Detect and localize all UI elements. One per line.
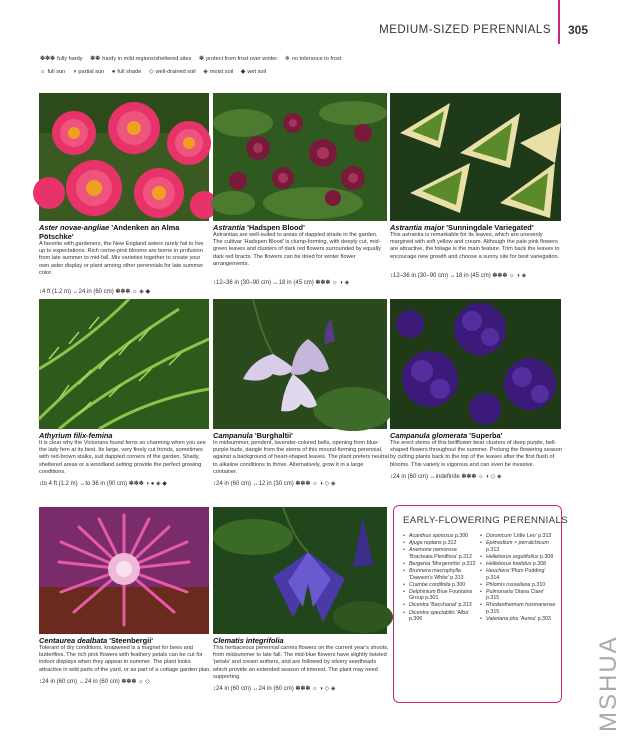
fully-hardy-icon: ✽✽✽ [40, 56, 56, 62]
photo-astrantia-variegated [390, 93, 561, 221]
full-shade-icon: ● [111, 69, 116, 75]
list-item [403, 533, 479, 540]
key-no-frost: no tolerance to frost [291, 56, 342, 62]
page-header [379, 0, 600, 44]
cultivar-name: 'Steenbergii' [109, 636, 154, 645]
plant-measurements: ↕24 in (60 cm) ↔24 in (60 cm) ✽✽✽ ☼ ◑ ◇ ◈ [213, 686, 336, 693]
entry-athyrium [39, 431, 211, 487]
partial-sun-icon: ◑ [72, 69, 77, 75]
item-ref: p.300 [452, 581, 466, 588]
list-item [480, 589, 556, 602]
item-ref: 'Dawson's White' p.313 [409, 574, 464, 581]
item-name: Valeriana phu [486, 616, 519, 623]
photo-campanula-burghaltii [213, 299, 387, 429]
plant-description: This astrantia is remarkable for its leaves, which are unevenly margined with soft yellow and cream. Although the pale pink flowers are attractive, the foliage is the main feature. Trim back the leaves to encourage new growth and choose a sunny site for best variegation. [390, 232, 560, 260]
plant-name [213, 636, 389, 645]
entry-centaurea [39, 636, 211, 685]
species-name: Astrantia major [390, 223, 445, 232]
species-name: Campanula [213, 431, 253, 440]
species-name: Athyrium filix-femina [39, 431, 113, 440]
early-flowering-box [393, 505, 569, 703]
box-column-2 [480, 533, 556, 623]
list-item [403, 547, 479, 560]
photo-athyrium [39, 299, 209, 429]
item-name: Dicentra spectabilis [409, 609, 455, 616]
plant-name [213, 223, 387, 232]
entry-campanula-burghaltii [213, 431, 389, 487]
watermark-text: MSHUA [595, 635, 622, 732]
key-wet: wet soil [247, 69, 267, 75]
item-ref: p.308 [532, 560, 547, 567]
plant-description: Tolerant of dry conditions, knapweed is a magnet for bees and butterflies. The rich pink flowers with feathery petals can be cut for indoor displays when they appear in summer. The plant looks attractive in wild parts of the yard, or as part of a cottage garden plan. [39, 645, 211, 673]
key-mild: hardy in mild regions/sheltered sites [102, 56, 192, 62]
entry-astrantia-variegated [390, 223, 562, 279]
list-item [480, 554, 556, 561]
species-name: Clematis integrifolia [213, 636, 284, 645]
list-item [480, 616, 556, 623]
item-ref: p.315 [486, 609, 500, 616]
item-name: Ajuga reptans [409, 540, 442, 547]
mild-hardy-icon: ✽✽ [90, 56, 101, 62]
item-ref: 'Alba' p.306 [409, 609, 470, 623]
plant-measurements: ↕12–36 in (30–90 cm) ↔18 in (45 cm) ✽✽✽ ☼ ◑ ◈ [213, 280, 350, 287]
plant-description: In midsummer, pendent, lavender-colored bells, opening from blue-purple buds, dangle from the stems of this mound-forming perennial, against a background of heart-shaped leaves. The plant prefers neutral to alkaline conditions to thrive. Alternatively, grow it in a large container. [213, 440, 389, 475]
key-well-drained: well-drained soil [155, 69, 196, 75]
plant-description: It is clear why the Victorians found ferns so charming when you see the lady fern at its best. Its large, very finely cut fronds, sometimes with red-brown stalks, suit dappled corners of the garden. Shady, sheltered areas or a woodland setting provide the perfect growing conditions. [39, 440, 206, 475]
item-name: Pulmonaria [486, 588, 513, 595]
entry-aster [39, 223, 211, 295]
item-ref: p.312 [443, 540, 457, 547]
item-ref: Blue Fountains Group p.301 [409, 588, 473, 602]
list-item [403, 589, 479, 602]
item-ref: 'Morgenröte' p.312 [431, 560, 476, 567]
species-name: Aster novae-angliae [39, 223, 110, 232]
item-ref: p.300 [454, 533, 469, 539]
frost-protect-icon: ✽ [199, 56, 205, 62]
plant-description: This herbaceous perennial carries flowers on the current year's shoots, from midsummer to late fall. The mid-blue flowers have slightly twisted 'petals' and cream anthers, and are followed by silvery seedheads which provide an extended season of interest. The plant may need supporting. [213, 645, 389, 680]
plant-measurements: ↕24 in (60 cm) ↔24 in (60 cm) ✽✽✽ ☼ ◇ [39, 678, 150, 685]
key-fully-hardy: fully hardy [57, 56, 83, 62]
item-ref: 'Little Leo' p.313 [513, 533, 552, 539]
symbol-key-row-1 [40, 55, 341, 62]
list-item [403, 540, 479, 547]
cultivar-name: 'Hadspen Blood' [247, 223, 305, 232]
plant-measurements: ↕24 in (60 cm) ↔12 in (30 cm) ✽✽✽ ☼ ◑ ◇ ◈ [213, 481, 336, 488]
key-frost: protect from frost over winter [206, 56, 278, 62]
item-ref: 'Bacchanal' p.313 [430, 602, 472, 609]
plant-description: A favorite with gardeners, the New England asters rarely fail to live up to expectations. Rich cerise-pink blooms are borne in profusion from late summer to mid-fall. Mix varieties together to create your own aster display or plant among other perennials for late summer color. [39, 241, 204, 276]
item-name: Rhodanthemum hosmariense [486, 602, 556, 609]
item-ref: p.313 [486, 546, 500, 553]
plant-name [213, 431, 389, 440]
plant-description: The erect stems of this bellflower bear clusters of deep purple, bell-shaped flowers throughout the summer. Prolong the flowering season by cutting plants back to the top of the leaves after the first flush of blooms. This variety is vigorous and can even be invasive. [390, 440, 562, 468]
box-title: EARLY-FLOWERING PERENNIALS [403, 515, 569, 526]
plant-name [39, 636, 211, 645]
species-name: Centaurea dealbata [39, 636, 108, 645]
item-name: Helleborus argutifolius [486, 553, 539, 560]
photo-centaurea [39, 507, 209, 634]
list-item [480, 582, 556, 589]
species-name: Astrantia [213, 223, 246, 232]
cultivar-name: 'Andenken an Alma Pötschke' [39, 223, 180, 241]
species-name: Campanula glomerata [390, 431, 468, 440]
plant-name [390, 223, 562, 232]
full-sun-icon: ☼ [40, 69, 46, 75]
item-name: Brunnera macrophylla [409, 567, 461, 574]
plant-description: Astrantias are well-suited to areas of dappled shade in the garden. The cultivar 'Hadspen Blood' is clump-forming, with deeply cut, mid-green leaves and clusters of dark red flowers surrounded by equally dark red bracts. The flowers can be dried for winter flower arrangements. [213, 232, 381, 267]
entry-clematis [213, 636, 389, 692]
item-ref: 'Aurea' p.303 [519, 616, 551, 623]
list-item [480, 568, 556, 581]
item-ref: p.310 [531, 581, 546, 588]
item-name: Heuchera [486, 567, 509, 574]
item-name: Epimedium × perralchicum [486, 540, 549, 547]
cultivar-name: 'Superba' [469, 431, 503, 440]
section-title: MEDIUM-SIZED PERENNIALS [379, 24, 551, 36]
page-number: 305 [567, 23, 588, 37]
moist-soil-icon: ◈ [203, 69, 208, 75]
list-item [403, 568, 479, 581]
key-moist: moist soil [209, 69, 234, 75]
key-full-shade: full shade [117, 69, 142, 75]
item-name: Doronicum [486, 533, 512, 539]
item-name: Anemone nemorosa [409, 547, 457, 554]
no-frost-icon: ❄ [284, 56, 290, 62]
item-name: Bergenia [409, 560, 431, 567]
list-item [403, 602, 479, 609]
symbol-key-row-2 [40, 68, 266, 75]
item-name: Dicentra [409, 602, 429, 609]
item-ref: p.308 [539, 553, 554, 560]
key-partial-sun: partial sun [78, 69, 105, 75]
well-drained-soil-icon: ◇ [148, 69, 154, 75]
photo-astrantia-hadspen [213, 93, 387, 221]
list-item [480, 533, 556, 540]
list-item [480, 540, 556, 553]
item-name: Acanthus spinosus [409, 533, 454, 539]
item-ref: 'Bracteata Pleniflora' p.312 [409, 553, 472, 560]
photo-campanula-glomerata [390, 299, 561, 429]
list-item [480, 561, 556, 568]
item-name: Phlomis russeliana [486, 581, 531, 588]
photo-clematis [213, 507, 387, 634]
item-name: Helleborus foetidus [486, 560, 532, 567]
plant-measurements: ↕24 in (60 cm) ↔indefinite ✽✽✽ ☼ ◑ ◇ ◈ [390, 473, 502, 480]
item-name: Delphinium [409, 588, 436, 595]
item-ref: 'Diana Clare' p.315 [486, 588, 545, 602]
box-column-1 [403, 533, 479, 623]
photo-aster [39, 93, 209, 221]
plant-name [39, 223, 211, 241]
list-item [403, 582, 479, 589]
entry-astrantia-hadspen [213, 223, 387, 286]
plant-name [39, 431, 211, 440]
plant-measurements: ↕to 4 ft (1.2 m) ↔to 36 in (90 cm) ✽✽✽ ◑ ● ◈ ◆ [39, 481, 167, 488]
cultivar-name: 'Burghaltii' [254, 431, 293, 440]
key-full-sun: full sun [47, 69, 66, 75]
entry-campanula-glomerata [390, 431, 562, 480]
plant-measurements: ↕12–36 in (30–90 cm) ↔18 in (45 cm) ✽✽✽ ☼ ◑ ◈ [390, 272, 527, 279]
cultivar-name: 'Sunningdale Variegated' [446, 223, 534, 232]
wet-soil-icon: ◆ [240, 69, 246, 75]
list-item [480, 602, 556, 615]
header-divider [558, 0, 560, 44]
item-name: Crambe cordifolia [409, 581, 451, 588]
list-item [403, 610, 479, 623]
plant-name [390, 431, 562, 440]
plant-measurements: ↕4 ft (1.2 m) ↔24 in (60 cm) ✽✽✽ ☼ ◈ ◆ [39, 289, 151, 296]
item-ref: 'Plum Pudding' p.314 [486, 567, 546, 581]
watermark [565, 632, 622, 732]
list-item [403, 561, 479, 568]
